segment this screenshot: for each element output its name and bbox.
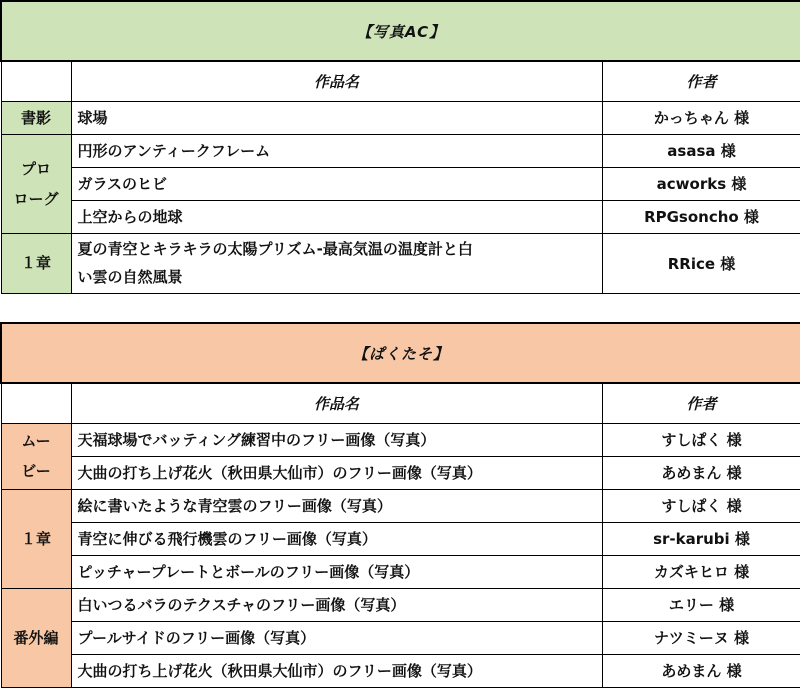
author-name: acworks 様: [602, 167, 800, 200]
chapter-label: [1, 134, 71, 233]
author-name: asasa 様: [602, 134, 800, 167]
table-row: [1, 101, 800, 134]
work-title: 絵に書いたような青空雲のフリー画像（写真）: [71, 489, 602, 522]
author-name: すしぱく 様: [602, 489, 800, 522]
work-title-line: い雲の自然風景: [77, 268, 183, 286]
table-row: [1, 555, 800, 588]
chapter-label: １章: [1, 233, 71, 293]
author-name: エリー 様: [602, 588, 800, 621]
header-blank: [1, 383, 71, 423]
work-title: 白いつるバラのテクスチャのフリー画像（写真）: [71, 588, 602, 621]
table-title: 【ぱくたそ】: [1, 323, 800, 383]
header-blank: [1, 61, 71, 101]
work-title: 大曲の打ち上げ花火（秋田県大仙市）のフリー画像（写真）: [71, 654, 602, 687]
chapter-label: [1, 423, 71, 489]
chapter-label-line: ビー: [21, 462, 51, 480]
work-title: プールサイドのフリー画像（写真）: [71, 621, 602, 654]
work-title: ピッチャープレートとボールのフリー画像（写真）: [71, 555, 602, 588]
chapter-label-line: ローグ: [13, 189, 59, 208]
table-row: [1, 423, 800, 456]
work-title: 円形のアンティークフレーム: [71, 134, 602, 167]
chapter-label: 書影: [1, 101, 71, 134]
column-header-work: 作品名: [71, 383, 602, 423]
photoac-credits-table: [0, 0, 800, 294]
author-name: かっちゃん 様: [602, 101, 800, 134]
author-name: ナツミーヌ 様: [602, 621, 800, 654]
author-name: あめまん 様: [602, 654, 800, 687]
work-title: 大曲の打ち上げ花火（秋田県大仙市）のフリー画像（写真）: [71, 456, 602, 489]
table-row: [1, 621, 800, 654]
table-row: [1, 167, 800, 200]
chapter-label-line: ムー: [21, 432, 51, 450]
work-title: 球場: [71, 101, 602, 134]
pakutaso-credits-table: [0, 322, 800, 688]
work-title-line: 夏の青空とキラキラの太陽プリズム-最高気温の温度計と白: [77, 240, 473, 258]
table-title: 【写真AC】: [1, 1, 800, 61]
work-title: 上空からの地球: [71, 200, 602, 233]
table-row: [1, 456, 800, 489]
chapter-label-line: プロ: [20, 159, 51, 178]
table-row: [1, 233, 800, 293]
column-header-author: 作者: [602, 383, 800, 423]
column-header-author: 作者: [602, 61, 800, 101]
work-title: ガラスのヒビ: [71, 167, 602, 200]
work-title: 青空に伸びる飛行機雲のフリー画像（写真）: [71, 522, 602, 555]
author-name: RPGsoncho 様: [602, 200, 800, 233]
column-header-work: 作品名: [71, 61, 602, 101]
work-title: 天福球場でバッティング練習中のフリー画像（写真）: [71, 423, 602, 456]
chapter-label: １章: [1, 489, 71, 588]
table-row: [1, 200, 800, 233]
table-row: [1, 522, 800, 555]
work-title: [71, 233, 602, 293]
author-name: すしぱく 様: [602, 423, 800, 456]
author-name: sr-karubi 様: [602, 522, 800, 555]
author-name: RRice 様: [602, 233, 800, 293]
table-row: [1, 654, 800, 687]
chapter-label: 番外編: [1, 588, 71, 687]
author-name: カズキヒロ 様: [602, 555, 800, 588]
table-row: [1, 134, 800, 167]
author-name: あめまん 様: [602, 456, 800, 489]
table-row: [1, 588, 800, 621]
table-row: [1, 489, 800, 522]
